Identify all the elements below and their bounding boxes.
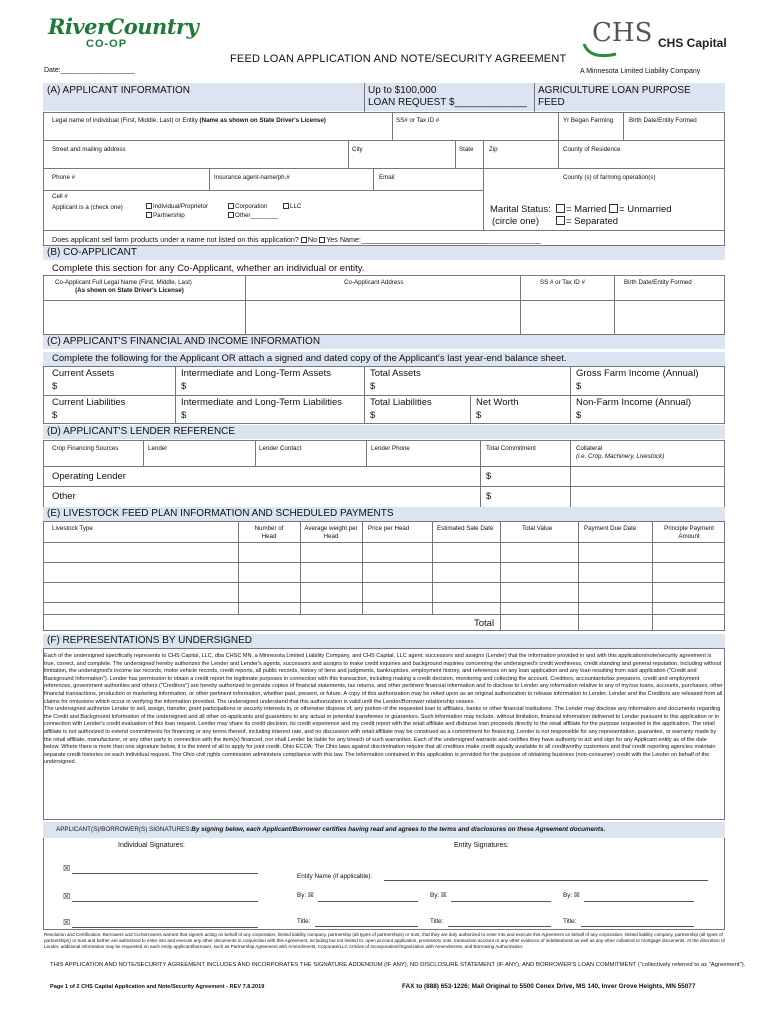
lender-label: Lender (148, 445, 168, 452)
total-liabilities-dollar[interactable]: $ (370, 410, 376, 421)
loan-request[interactable]: Up to $100,000 LOAN REQUEST $_____________ (368, 85, 527, 108)
page-info: Page 1 of 2 CHS Capital Application and Note/Security Agreement - REV 7.8.2019 (50, 984, 265, 990)
lender-phone-label: Lender Phone (371, 445, 410, 452)
number-of-head-label: Number of Head (254, 525, 284, 540)
opt-llc[interactable]: LLC (283, 203, 301, 211)
gross-farm-income-label: Gross Farm Income (Annual) (576, 368, 699, 379)
checkbox-icon (228, 212, 234, 218)
gross-farm-income-dollar[interactable]: $ (576, 381, 582, 392)
section-c-title: (C) APPLICANT'S FINANCIAL AND INCOME INFORMATION (43, 335, 725, 349)
current-assets-label: Current Assets (52, 368, 115, 379)
phone-label: Phone # (52, 174, 76, 181)
estimated-sale-date-label: Estimated Sale Date (437, 525, 494, 532)
legal-name-label: Legal name of individual (First, Middle, Last) or Entity (Name as shown on State Driver's License) (52, 117, 326, 124)
entity-signatures-label: Entity Signatures: (454, 842, 509, 849)
section-b-title: (B) CO-APPLICANT (43, 246, 725, 260)
document-title: FEED LOAN APPLICATION AND NOTE/SECURITY AGREEMENT (230, 53, 567, 65)
section-c-instruction: Complete the following for the Applicant OR attach a signed and dated copy of the Applicant's last year-end balance sheet. (52, 353, 567, 364)
birth-date-label: Birth Date/Entity Formed (629, 117, 697, 124)
signature-x-icon: ☒ (63, 918, 71, 927)
opt-partnership[interactable]: Partnership (146, 212, 185, 220)
title-label-3: Title: (563, 918, 577, 925)
livestock-type-label: Livestock Type (52, 525, 93, 532)
checkbox-icon (319, 237, 325, 243)
non-farm-income-label: Non-Farm Income (Annual) (576, 397, 692, 408)
co-applicant-name-label: Co-Applicant Full Legal Name (First, Middle, Last) (As shown on State Driver's License) (55, 279, 192, 294)
intermediate-assets-dollar[interactable]: $ (181, 381, 187, 392)
chs-capital-name: CHS Capital (658, 36, 727, 50)
individual-signature-3[interactable] (72, 927, 258, 928)
current-assets-dollar[interactable]: $ (52, 381, 58, 392)
by-label-1: By: ☒ (297, 892, 314, 899)
street-label: Street and mailing address (52, 146, 126, 153)
resolution-certification: Resolution and Certification. Borrowers and Co-borrowers warrant that signers acting on behalf of any corporation, limited liability company, partnership (all types of partnerships) or trust, that they are duly authorized to enter into and execute this Agreement on behalf of any corporation, limited liability company, partnership (all types of partnerships) or trust and further are authorized to enter into and execute any other documents in conjunction with this Agreement, including but not limited to: open account application, promissory note, transaction account or any other evidence of indebtedness as well as any other collateral or mortgage documents. At the discretion of Lender, additional information may be requested on each entity applicant/borrower, such as Partnership Agreement with Amendments, Corporate/LLC Articles of Incorporation/Organization with Amendments, and Borrowing Authorization. (44, 932, 725, 949)
net-worth-dollar[interactable]: $ (476, 410, 482, 421)
co-applicant-birth-label: Birth Date/Entity Formed (624, 279, 692, 286)
insurance-agent-label: Insurance agent-name/ph.# (214, 174, 290, 181)
by-label-3: By: ☒ (563, 892, 580, 899)
by-label-2: By: ☒ (430, 892, 447, 899)
current-liabilities-label: Current Liabilities (52, 397, 126, 408)
checkbox-icon (283, 203, 289, 209)
intermediate-liabilities-dollar[interactable]: $ (181, 410, 187, 421)
total-assets-dollar[interactable]: $ (370, 381, 376, 392)
state-label: State (459, 146, 474, 153)
yr-began-label: Yr Began Farming (563, 117, 614, 124)
date-field[interactable]: Date:___________________ (44, 67, 135, 74)
individual-signature-2[interactable] (72, 901, 258, 902)
cell-label: Cell # (52, 193, 68, 200)
marital-status: Marital Status: (circle one) (490, 204, 551, 227)
agreement-includes-note: THIS APPLICATION AND NOTE/SECURITY AGREEMENT INCLUDES AND INCORPORATES THE SIGNATURE ADDENDUM (IF ANY), ND DISCLOSURE STATEMENT (IF ANY), AND BORROWER'S LOAN COMMITMENT ("collectively referred to as "Agreement"). (50, 962, 746, 968)
operating-lender-label: Operating Lender (52, 471, 126, 482)
other-lender-label: Other (52, 491, 76, 502)
signature-x-icon: ☒ (63, 864, 71, 873)
principle-payment-label: Principle Payment Amount (664, 525, 714, 540)
other-lender-dollar[interactable]: $ (486, 491, 492, 502)
chs-letters: CHS (592, 18, 653, 48)
agriculture-loan-purpose: AGRICULTURE LOAN PURPOSE FEED (538, 85, 691, 108)
total-assets-label: Total Assets (370, 368, 421, 379)
company-type: A Minnesota Limited Liability Company (580, 68, 701, 75)
operating-lender-dollar[interactable]: $ (486, 471, 492, 482)
individual-signature-1[interactable] (72, 873, 258, 874)
section-b-instruction: Complete this section for any Co-Applicant, whether an individual or entity. (52, 263, 365, 274)
section-a-title: (A) APPLICANT INFORMATION (47, 85, 190, 96)
section-d-title: (D) APPLICANT'S LENDER REFERENCE (43, 425, 725, 439)
total-liabilities-label: Total Liabilities (370, 397, 432, 408)
title-label-2: Title: (430, 918, 444, 925)
co-applicant-address-label: Co-Applicant Address (344, 279, 404, 286)
entity-title-1[interactable] (315, 926, 418, 927)
chs-logo (582, 18, 732, 66)
collateral-label: Collateral (i.e. Crop, Machinery, Livestock) (576, 445, 665, 460)
checkbox-icon (301, 237, 307, 243)
entity-by-2[interactable] (451, 901, 551, 902)
average-weight-label: Average weight per Head (304, 525, 358, 540)
checkbox-icon (146, 212, 152, 218)
net-worth-label: Net Worth (476, 397, 519, 408)
payment-due-date-label: Payment Due Date (584, 525, 637, 532)
opt-corporation[interactable]: Corporation (228, 203, 267, 211)
total-label: Total (474, 618, 495, 629)
section-e-title: (E) LIVESTOCK FEED PLAN INFORMATION AND SCHEDULED PAYMENTS (43, 507, 725, 521)
intermediate-liabilities-label: Intermediate and Long-Term Liabilities (181, 397, 343, 408)
applicant-type-label: Applicant is a (check one) (52, 204, 123, 211)
marital-options[interactable]: = Married = Unmarried = Separated (556, 204, 672, 228)
entity-name-line[interactable] (384, 880, 708, 881)
signature-x-icon: ☒ (63, 892, 71, 901)
city-label: City (352, 146, 363, 153)
checkbox-icon (609, 204, 618, 213)
entity-by-3[interactable] (584, 901, 694, 902)
checkbox-icon (556, 204, 565, 213)
checkbox-icon (228, 203, 234, 209)
representations-text: Each of the undersigned specifically represents to CHS Capital, LLC, dba CHSC MN, a Minnesota Limited Liability Company, and CHS Capital, LLC agent, successors and assigns (Lender) that the information provided in and with this application/note/security agreement is true, correct, and complete. The undersigned hereby authorizes the Lender and Lender's agents, successors and assigns to make credit inquiries and background inquiries concerning the undersigned's credit worthiness, credit standing and general reputation, including without limitation, the undersigned's income tax records, motor vehicle records, credit reports, all public records, history of liens and judgments, bankruptcies, employment history, and references on any loan application and any loan resulting from said application ("Credit and Background Information"). Lender has permission to obtain a credit report for legitimate purposes in connection with this transaction, including making a credit decision, monitoring and collecting the account. Creditors, accountants/tax preparers, credit and employment references, government authorities and others ("Creditors") are hereby authorized to provide copies of financial statements, tax returns, and other pertinent financial information and to disclose to Lender any information relative to any of my/our loans, accounts, purchases, other financial transactions, production or marketing information, or other pertinent information, whether past, present, or future. A copy of this authorization may be relied upon as an original authorization to release information to Lender. Lender and the Creditors are released from all claims for omissions which occur in verifying the information provided. The undersigned understand that this authorization is valid until the Lender/Borrower relationship ceases. The undersigned authorize Lender to sell, assign, transfer, grant participations or security interests in, or otherwise dispose of, any portion of the requested loan to affiliates, banks or other financial institutions. The Lender may disclose any information and documents regarding the Credit and Background Information of the undersigned and all other co-applicants and guarantors to any actual or potential transferees or guarantors. Such information may include, without limitation, financial information delivered to Lender pursuant to this application or in connection with Lender's credit evaluation of this loan request. Lender may share its credit decision, its credit experience and my credit report with the retail affiliate and disburse loan proceeds directly to the retail affiliate for the purpose requested in the application. The retail affiliate is not authorized to extend commitments for financing or any terms thereof, including interest rate, and no discussion with retail affiliate may be construed as a commitment for financing. Lender is not responsible for any representation, guarantee, or warranty made by the retail affiliate, manufacturer, or any other party in connection with the item(s) financed, nor shall Lender be liable for any breach of such warranties. Each of the undersigned warrants and certifies they have authority to act and sign for any Applicant entity as of the date below. Where there is more than one signature below, it is the intent of all to apply for joint credit. Ohio ECOA: The Ohio laws against discrimination require that all creditors make credit equally available to all creditworthy customers and that credit reporting agencies maintain separate credit histories on each individual request. The Ohio civil rights commission administers compliance with this law. The information contained in this application is provided for the purpose of obtaining business (non-consumer) credit with the Lender on behalf of the undersigned. (44, 653, 723, 766)
fax-mail-info: FAX to (888) 653-1226; Mail Original to 5500 Cenex Drive, MS 140, Inver Grove Heights, MN 55077 (402, 983, 696, 990)
entity-by-1[interactable] (318, 901, 418, 902)
zip-label: Zip (489, 146, 498, 153)
co-applicant-ssn-label: SS # or Tax ID # (540, 279, 585, 286)
checkbox-icon (556, 216, 565, 225)
river-country-logo (48, 14, 199, 58)
title-label-1: Title: (297, 918, 311, 925)
individual-signatures-label: Individual Signatures: (118, 842, 185, 849)
price-per-head-label: Price per Head (368, 525, 410, 532)
section-f-title: (F) REPRESENTATIONS BY UNDERSIGNED (43, 634, 725, 648)
email-label: Email (379, 174, 395, 181)
intermediate-assets-label: Intermediate and Long-Term Assets (181, 368, 331, 379)
sell-products-question[interactable]: Does applicant sell farm products under a name not listed on this application? No Yes Name:_____________________________________________ (52, 235, 541, 244)
logo-coop: CO-OP (86, 38, 128, 50)
county-farming-label: County (s) of farming operation(s) (563, 174, 656, 181)
current-liabilities-dollar[interactable]: $ (52, 410, 58, 421)
total-value-label: Total Value (522, 525, 553, 532)
signatures-heading: APPLICANT(S)/BORROWER(S) SIGNATURES:By signing below, each Applicant/Borrower certifies having read and agrees to the terms and disclosures on these Agreement documents. (56, 826, 606, 833)
entity-name-label: Entity Name (if applicable): (297, 873, 373, 880)
entity-title-3[interactable] (581, 926, 694, 927)
non-farm-income-dollar[interactable]: $ (576, 410, 582, 421)
entity-title-2[interactable] (448, 926, 551, 927)
ssn-label: SS# or Tax ID # (396, 117, 440, 124)
opt-other[interactable]: Other________ (228, 212, 278, 220)
crop-financing-label: Crop Financing Sources (52, 445, 119, 452)
checkbox-icon (146, 203, 152, 209)
total-commitment-label: Total Commitment (486, 445, 536, 452)
logo-wordmark: RiverCountry (48, 14, 199, 39)
county-residence-label: County of Residence (563, 146, 621, 153)
opt-individual[interactable]: Individual/Proprietor (146, 203, 208, 211)
lender-contact-label: Lender Contact (259, 445, 302, 452)
